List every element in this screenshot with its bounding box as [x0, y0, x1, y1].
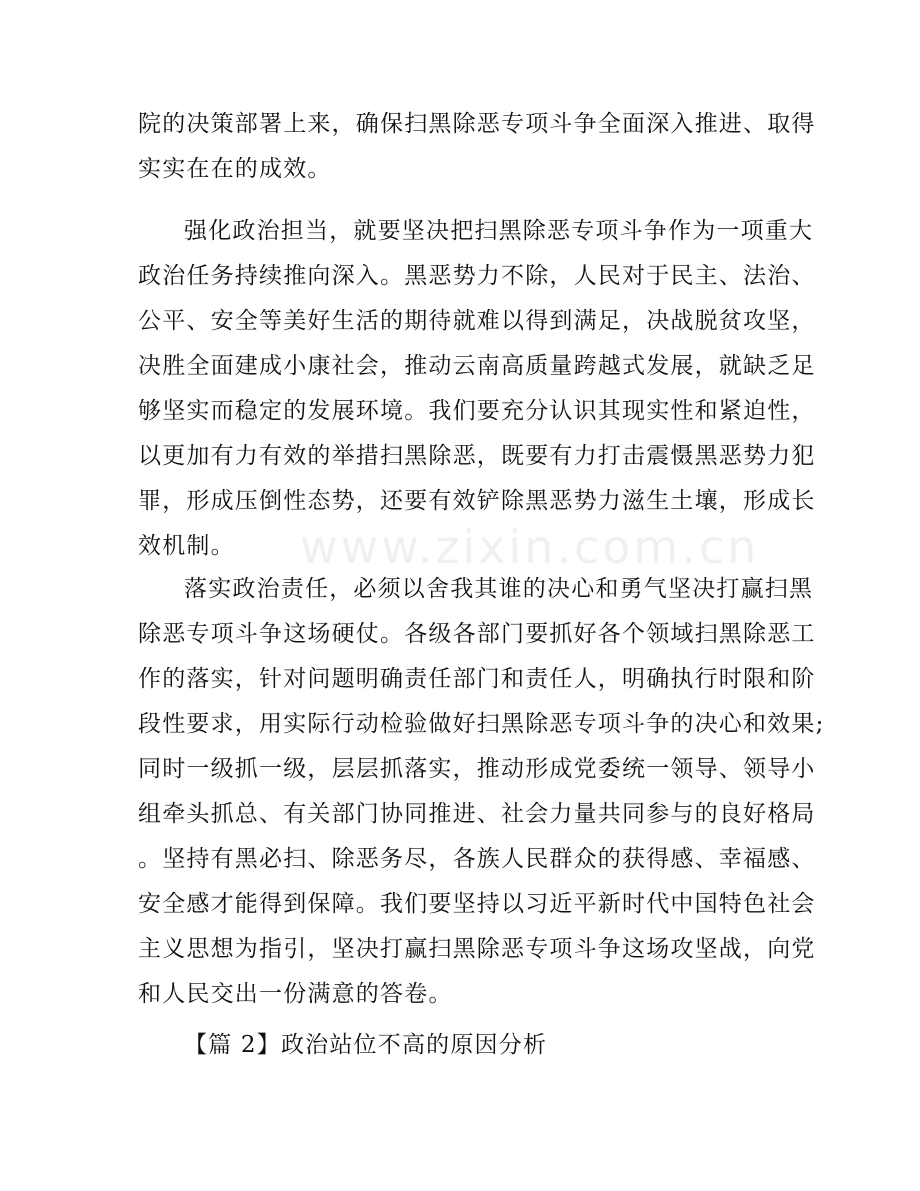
paragraph-line: 段性要求，用实际行动检验做好扫黑除恶专项斗争的决心和效果;	[138, 711, 825, 737]
paragraph-1	[138, 102, 816, 192]
paragraph-3	[138, 567, 825, 1017]
paragraph-line: 。坚持有黑必扫、除恶务尽，各族人民群众的获得感、幸福感、	[138, 846, 816, 872]
paragraph-line: 罪，形成压倒性态势，还要有效铲除黑恶势力滋生土壤，形成长	[138, 488, 816, 514]
paragraph-line: 公平、安全等美好生活的期待就难以得到满足，决战脱贫攻坚，	[138, 308, 816, 334]
section-heading: 【篇 2】政治站位不高的原因分析	[184, 1032, 548, 1058]
paragraph-line: 同时一级抓一级，层层抓落实，推动形成党委统一领导、领导小	[138, 756, 816, 782]
paragraph-line: 强化政治担当，就要坚决把扫黑除恶专项斗争作为一项重大	[184, 218, 814, 244]
paragraph-line: 够坚实而稳定的发展环境。我们要充分认识其现实性和紧迫性，	[138, 398, 816, 424]
paragraph-line: 除恶专项斗争这场硬仗。各级各部门要抓好各个领域扫黑除恶工	[138, 621, 816, 647]
paragraph-line: 和人民交出一份满意的答卷。	[138, 981, 453, 1007]
paragraph-line: 实实在在的成效。	[138, 156, 332, 182]
paragraph-line: 主义思想为指引，坚决打赢扫黑除恶专项斗争这场攻坚战，向党	[138, 936, 816, 962]
paragraph-line: 决胜全面建成小康社会，推动云南高质量跨越式发展，就缺乏足	[138, 353, 816, 379]
paragraph-line: 安全感才能得到保障。我们要坚持以习近平新时代中国特色社会	[138, 891, 816, 917]
paragraph-line: 政治任务持续推向深入。黑恶势力不除，人民对于民主、法治、	[138, 263, 816, 289]
paragraph-line: 院的决策部署上来，确保扫黑除恶专项斗争全面深入推进、取得	[138, 111, 816, 137]
watermark: www.zixin.com.cn	[300, 520, 760, 574]
paragraph-2	[138, 209, 816, 569]
paragraph-line: 效机制。	[138, 533, 235, 559]
paragraph-line: 落实政治责任，必须以舍我其谁的决心和勇气坚决打赢扫黑	[184, 576, 814, 602]
paragraph-line: 以更加有力有效的举措扫黑除恶，既要有力打击震慑黑恶势力犯	[138, 443, 816, 469]
paragraph-line: 组牵头抓总、有关部门协同推进、社会力量共同参与的良好格局	[138, 801, 816, 827]
paragraph-line: 作的落实，针对问题明确责任部门和责任人，明确执行时限和阶	[138, 666, 816, 692]
